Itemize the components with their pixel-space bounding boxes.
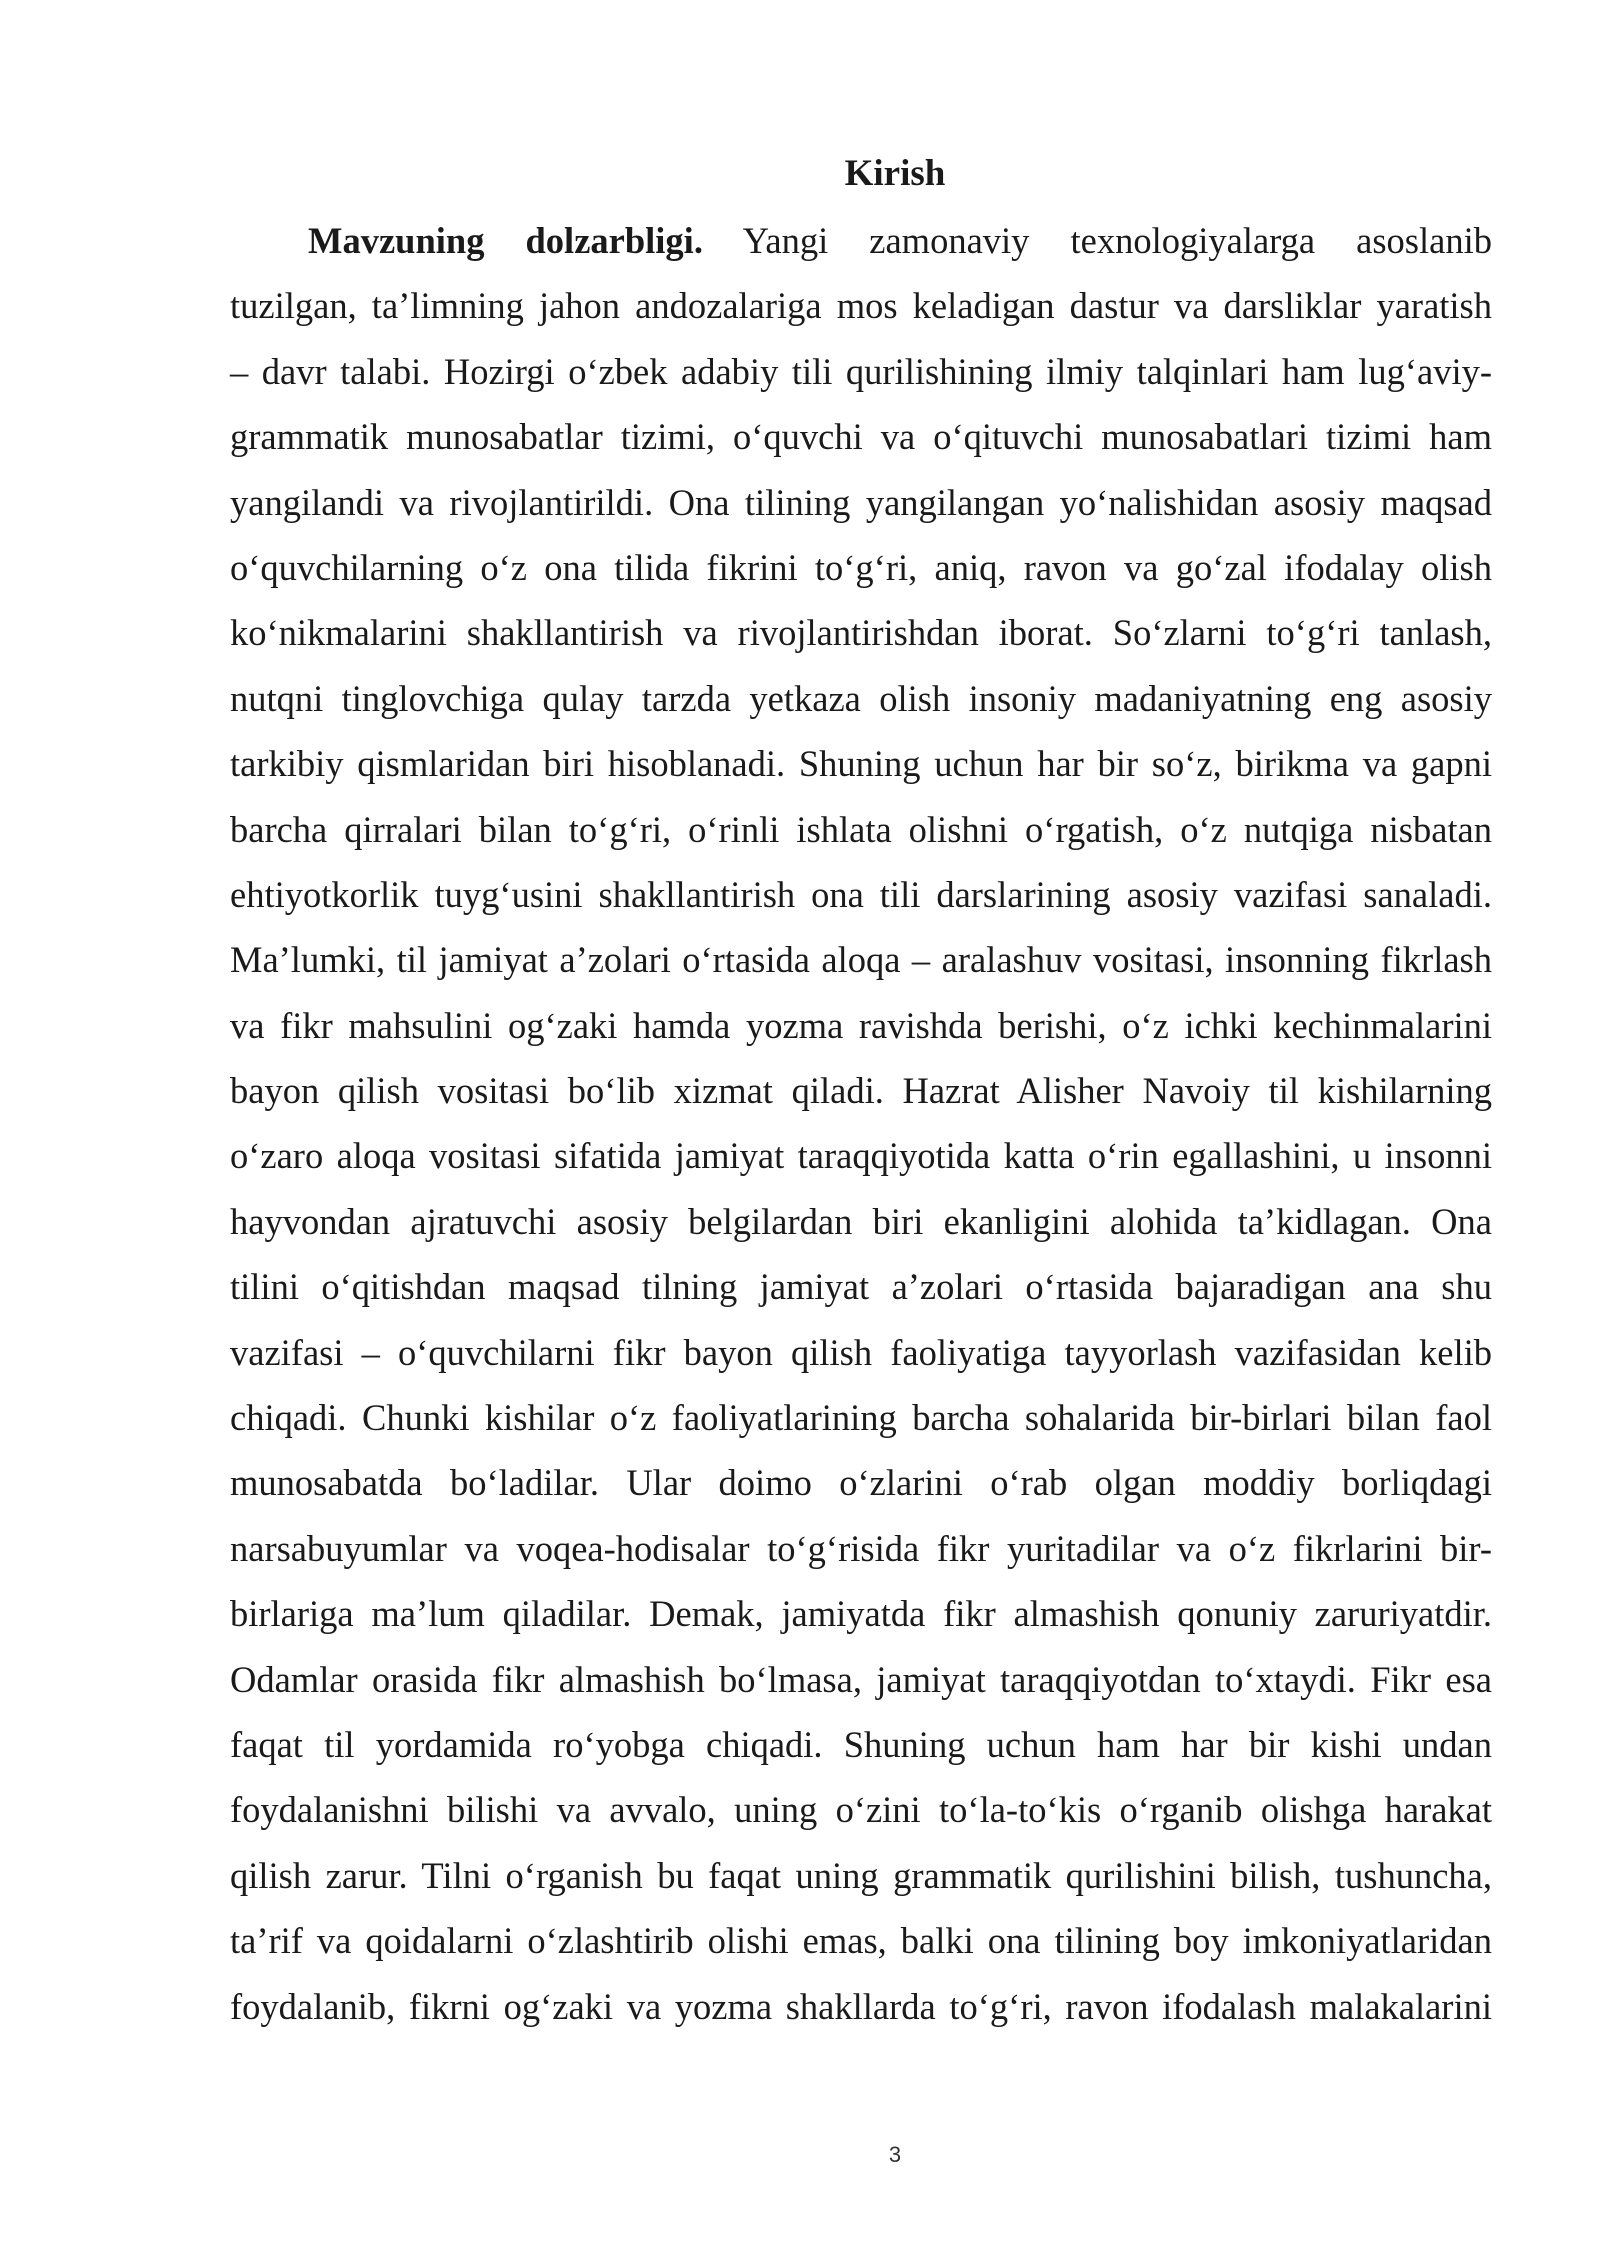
- paragraph-line: yangilandi va rivojlantirildi. Ona tilining yangilangan yo‘nalishidan asosiy maqsad: [230, 481, 1492, 523]
- paragraph-line: chiqadi. Chunki kishilar o‘z faoliyatlarining barcha sohalarida bir-birlari bilan faol: [230, 1397, 1492, 1439]
- paragraph-line: barcha qirralari bilan to‘g‘ri, o‘rinli ishlata olishni o‘rgatish, o‘z nutqiga nisbatan: [230, 808, 1492, 850]
- paragraph-line: o‘quvchilarning o‘z ona tilida fikrini to‘g‘ri, aniq, ravon va go‘zal ifodalay olish: [230, 546, 1492, 588]
- paragraph-line: [230, 208, 1492, 273]
- paragraph-line: hayvondan ajratuvchi asosiy belgilardan biri ekanligini alohida ta’kidlagan. Ona: [230, 1200, 1492, 1242]
- paragraph-line: qilish zarur. Tilni o‘rganish bu faqat uning grammatik qurilishini bilish, tushuncha,: [230, 1854, 1492, 1896]
- paragraph-line: grammatik munosabatlar tizimi, o‘quvchi va o‘qituvchi munosabatlari tizimi ham: [230, 416, 1492, 458]
- paragraph-line-text: Yangi zamonaviy texnologiyalarga asoslanib: [702, 220, 1492, 261]
- paragraph-line: tarkibiy qismlaridan biri hisoblanadi. Shuning uchun har bir so‘z, birikma va gapni: [230, 743, 1492, 785]
- paragraph-line: faqat til yordamida ro‘yobga chiqadi. Shuning uchun ham har bir kishi undan: [230, 1723, 1492, 1765]
- paragraph-line: munosabatda bo‘ladilar. Ular doimo o‘zlarini o‘rab olgan moddiy borliqdagi: [230, 1462, 1492, 1504]
- page-number: 3: [888, 2142, 902, 2167]
- paragraph-line: Ma’lumki, til jamiyat a’zolari o‘rtasida aloqa – aralashuv vositasi, insonning fikrlash: [230, 939, 1492, 981]
- paragraph-lead: Mavzuning dolzarbligi.: [308, 220, 703, 261]
- paragraph-line: narsabuyumlar va voqea-hodisalar to‘g‘risida fikr yuritadilar va o‘z fikrlarini bir-: [230, 1527, 1492, 1569]
- paragraph-line: Odamlar orasida fikr almashish bo‘lmasa, jamiyat taraqqiyotdan to‘xtaydi. Fikr esa: [230, 1658, 1492, 1700]
- paragraph-line: bayon qilish vositasi bo‘lib xizmat qiladi. Hazrat Alisher Navoiy til kishilarning: [230, 1070, 1492, 1112]
- paragraph-line: tuzilgan, ta’limning jahon andozalariga mos keladigan dastur va darsliklar yaratish: [230, 285, 1492, 327]
- paragraph-line: o‘zaro aloqa vositasi sifatida jamiyat taraqqiyotida katta o‘rin egallashini, u insonni: [230, 1135, 1492, 1177]
- paragraph-line: ko‘nikmalarini shakllantirish va rivojlantirishdan iborat. So‘zlarni to‘g‘ri tanlash,: [230, 612, 1492, 654]
- paragraph-line: foydalanib, fikrni og‘zaki va yozma shakllarda to‘g‘ri, ravon ifodalash malakalarini: [230, 1985, 1492, 2027]
- paragraph-line: birlariga ma’lum qiladilar. Demak, jamiyatda fikr almashish qonuniy zaruriyatdir.: [230, 1593, 1492, 1635]
- paragraph-line: vazifasi – o‘quvchilarni fikr bayon qilish faoliyatiga tayyorlash vazifasidan kelib: [230, 1331, 1492, 1373]
- section-heading: Kirish: [844, 153, 946, 194]
- paragraph-line: tilini o‘qitishdan maqsad tilning jamiyat a’zolari o‘rtasida bajaradigan ana shu: [230, 1266, 1492, 1308]
- paragraph-line: va fikr mahsulini og‘zaki hamda yozma ravishda berishi, o‘z ichki kechinmalarini: [230, 1004, 1492, 1046]
- paragraph-line: ehtiyotkorlik tuyg‘usini shakllantirish ona tili darslarining asosiy vazifasi sanaladi.: [230, 873, 1492, 915]
- body-paragraph: [230, 208, 1492, 2039]
- paragraph-line: nutqni tinglovchiga qulay tarzda yetkaza olish insoniy madaniyatning eng asosiy: [230, 677, 1492, 719]
- paragraph-line: ta’rif va qoidalarni o‘zlashtirib olishi emas, balki ona tilining boy imkoniyatlaridan: [230, 1920, 1492, 1962]
- paragraph-line: – davr talabi. Hozirgi o‘zbek adabiy tili qurilishining ilmiy talqinlari ham lug‘aviy-: [230, 350, 1492, 392]
- paragraph-line: foydalanishni bilishi va avvalo, uning o‘zini to‘la-to‘kis o‘rganib olishga harakat: [230, 1789, 1492, 1831]
